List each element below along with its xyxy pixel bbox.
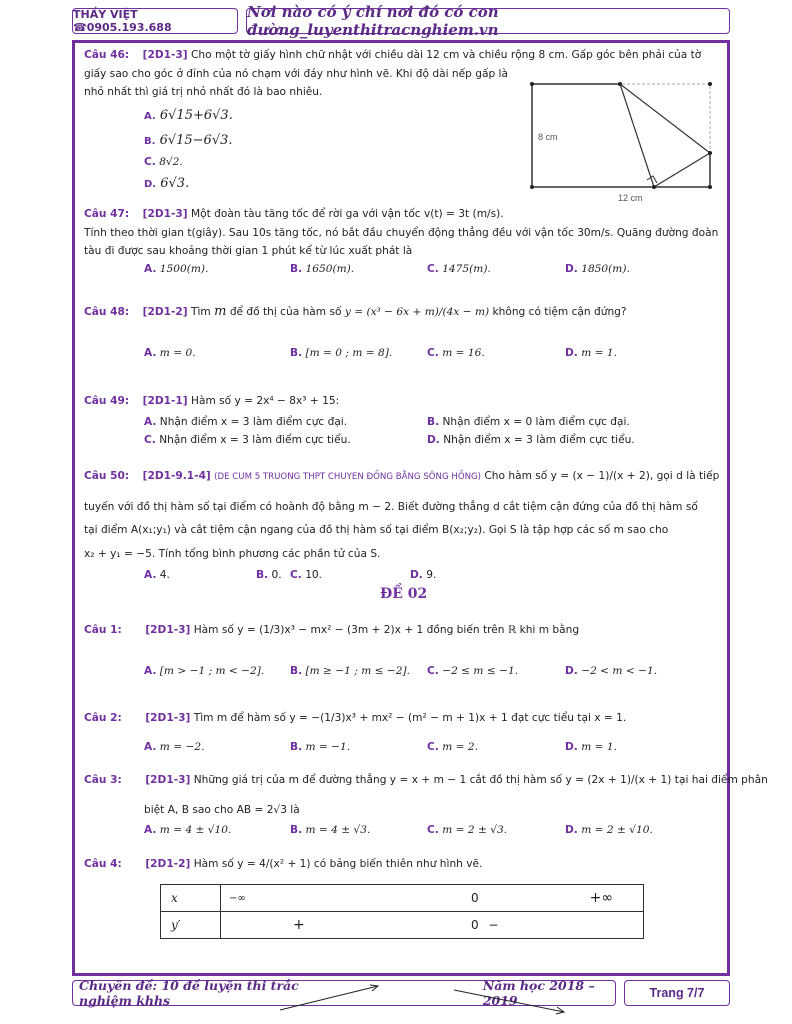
q2-option-c[interactable] [427,741,478,753]
option-text: Nhận điểm x = 3 làm điểm cực tiểu. [443,434,635,446]
q4-stem: Hàm số y = 4/(x² + 1) có bảng biến thiên như hình vẽ. [193,858,483,870]
q48-function: y = (x³ − 6x + m)/(4x − m) [344,306,490,318]
q3-text2: biệt A, B sao cho AB = 2√3 là [144,804,300,816]
option-letter: B. [290,263,303,275]
q3-option-d[interactable] [565,824,653,836]
q50-source: (DE CUM 5 TRUONG THPT CHUYEN ĐỒNG BẰNG SÔNG HỒNG) [214,472,482,482]
option-letter: C. [427,347,439,359]
table-cell: x [161,885,221,912]
q46-option-c[interactable] [144,156,183,168]
q48-tag: [2D1-2] [142,306,188,318]
option-text: 6√15−6√3. [159,133,233,148]
q46-text1: Cho một tờ giấy hình chữ nhật với chiều dài 12 cm và chiều rộng 8 cm. Gấp góc bên phải của tờ [191,49,702,61]
q50-text2: tuyến với đồ thị hàm số tại điểm có hoành độ bằng m − 2. Biết đường thẳng d cắt tiệm cận đứng của đồ thị hàm số [84,501,698,513]
q49-line1 [84,394,339,408]
q2-line1 [84,711,626,725]
option-letter: A. [144,741,157,753]
table-cell: y′ [161,912,221,939]
option-letter: B. [290,347,303,359]
folded-side-edge [654,153,710,187]
q46-label: Câu 46: [84,49,130,61]
footer-arrows [270,982,590,1016]
q47-tag: [2D1-3] [142,208,188,220]
option-letter: A. [144,665,157,677]
option-letter: D. [144,179,157,190]
q50-line1 [84,469,719,484]
option-letter: C. [427,824,439,836]
q50-label: Câu 50: [84,470,130,482]
q1-option-a[interactable] [144,665,264,677]
option-letter: C. [427,665,439,677]
option-letter: D. [565,741,578,753]
q3-tag: [2D1-3] [145,774,191,786]
option-text: m = 1. [581,347,617,359]
q46-line1 [84,48,701,62]
option-letter: A. [144,569,157,581]
option-text: Nhận điểm x = 0 làm điểm cực đại. [442,416,630,428]
q49-option-d[interactable] [427,434,635,446]
option-letter: D. [565,665,578,677]
q4-line1 [84,857,482,871]
option-letter: D. [410,569,423,581]
option-letter: B. [427,416,440,428]
q48-label: Câu 48: [84,306,130,318]
q49-tag: [2D1-1] [142,395,188,407]
option-text: 0. [271,569,282,581]
bottom-length-label: 12 cm [618,193,643,203]
q50-option-b[interactable] [256,569,282,581]
variation-table-row-x [161,885,644,912]
q48-text-mid: để đồ thị của hàm số [229,306,342,318]
q47-text2: Tính theo thời gian t(giây). Sau 10s tăng tốc, nó bắt đầu chuyển động thẳng đều với vận tốc 30m/s. Quãng đường đoàn [84,227,719,239]
option-text: [m > −1 ; m < −2]. [159,665,265,677]
table-cell: 0 [461,885,488,912]
q4-tag: [2D1-2] [145,858,191,870]
q1-option-d[interactable] [565,665,657,677]
q46-option-b[interactable] [144,133,233,148]
q3-text1: Những giá trị của m để đường thẳng y = x + m − 1 cắt đồ thị hàm số y = (2x + 1)/(x + 1) tại hai điểm phân [193,774,768,786]
q50-option-c[interactable] [290,569,322,581]
option-letter: D. [565,824,578,836]
option-text: m = −1. [305,741,351,753]
q47-option-c[interactable] [427,263,491,275]
q50-option-a[interactable] [144,569,170,581]
table-cell: − [488,912,643,939]
option-letter: A. [144,824,157,836]
option-text: m = 4 ± √3. [305,824,371,836]
q47-option-a[interactable] [144,263,208,275]
q50-tag: [2D1-9.1-4] [142,470,211,482]
footer-arrow-2 [454,990,564,1012]
q4-label: Câu 4: [84,858,122,870]
q1-line1 [84,623,579,637]
option-letter: A. [144,416,157,428]
folded-top-edge [620,84,654,187]
option-letter: C. [427,263,439,275]
q48-line1 [84,305,627,319]
option-letter: C. [144,434,156,446]
q2-option-a[interactable] [144,741,204,753]
q1-option-b[interactable] [290,665,410,677]
q2-label: Câu 2: [84,712,122,724]
option-letter: A. [144,263,157,275]
q50-text1: Cho hàm số y = (x − 1)/(x + 2), gọi d là tiếp [484,470,720,482]
q1-tag: [2D1-3] [145,624,191,636]
q46-text2: giấy sao cho góc ở đỉnh của nó chạm với đáy như hình vẽ. Khi độ dài nếp gấp là [84,68,508,80]
option-text: m = 0. [159,347,196,359]
option-text: 9. [426,569,437,581]
option-text: m = 2 ± √3. [442,824,508,836]
q3-option-a[interactable] [144,824,231,836]
q1-option-c[interactable] [427,665,518,677]
option-text: 10. [305,569,323,581]
header-slogan [246,3,730,39]
footer-page-number: Trang 7/7 [649,986,705,1000]
option-letter: B. [290,741,303,753]
table-cell: +∞ [488,885,643,912]
q50-text4: x₂ + y₁ = −5. Tính tổng bình phương các phần tử của S. [84,548,381,560]
option-text: m = 2. [442,741,478,753]
q46-option-d[interactable] [144,176,189,191]
q3-label: Câu 3: [84,774,122,786]
q48-text-post: không có tiệm cận đứng? [492,306,627,318]
header-left-text: THẦY VIỆT ☎0905.193.688 [73,8,172,34]
header-right-text: Nơi nào có ý chí nơi đó có con đường_luyenthitracnghiem.vn [247,3,499,39]
option-text: m = 4 ± √10. [159,824,232,836]
footer-year: Năm học 2018 – 2019 [482,978,595,1008]
q46-tag: [2D1-3] [142,49,188,61]
q49-option-c[interactable] [144,434,351,446]
side-length-label: 8 cm [538,132,558,142]
option-text: [m = 0 ; m = 8]. [305,347,393,359]
q50-option-d[interactable] [410,569,436,581]
q49-option-b[interactable] [427,416,630,428]
q47-text1: Một đoàn tàu tăng tốc để rời ga với vận tốc v(t) = 3t (m/s). [191,208,504,220]
option-text: m = −2. [159,741,205,753]
variation-table-row-y-prime [161,912,644,939]
variation-table [160,884,644,939]
option-text: 1650(m). [305,263,355,275]
option-text: −2 ≤ m ≤ −1. [442,665,519,677]
header-teacher-contact [72,8,238,34]
q2-option-b[interactable] [290,741,350,753]
option-letter: A. [144,347,157,359]
paper-outline [532,84,710,187]
option-text: m = 16. [442,347,485,359]
q2-option-d[interactable] [565,741,617,753]
option-letter: B. [256,569,269,581]
option-letter: B. [144,136,156,147]
q1-label: Câu 1: [84,624,122,636]
option-text: −2 < m < −1. [581,665,658,677]
q47-label: Câu 47: [84,208,130,220]
q48-option-c[interactable] [427,347,485,359]
q48-variable: m [214,304,227,319]
option-text: [m ≥ −1 ; m ≤ −2]. [305,665,410,677]
option-text: 4. [159,569,170,581]
q3-option-b[interactable] [290,824,370,836]
q50-text3: tại điểm A(x₁;y₁) và cắt tiệm cận ngang của đồ thị hàm số tại điểm B(x₂;y₂). Gọi S là tập hợp các số m sao cho [84,524,669,536]
option-text: Nhận điểm x = 3 làm điểm cực tiểu. [159,434,351,446]
option-text: 6√15+6√3. [159,108,233,123]
option-letter: D. [427,434,440,446]
q46-option-a[interactable] [144,108,233,123]
option-text: 6√3. [160,176,190,191]
q46-paper-fold-figure [520,74,720,206]
option-text: m = 1. [581,741,617,753]
section-title: ĐỀ 02 [380,586,428,602]
option-letter: C. [144,156,156,168]
option-letter: C. [427,741,439,753]
table-cell: 0 [461,912,488,939]
q46-text3: nhỏ nhất thì giá trị nhỏ nhất đó là bao nhiêu. [84,86,323,98]
option-text: 1850(m). [581,263,630,275]
q2-tag: [2D1-3] [145,712,191,724]
option-text: Nhận điểm x = 3 làm điểm cực đại. [159,416,348,428]
footer-arrow-1 [280,986,378,1010]
option-letter: D. [565,347,578,359]
option-text: 1475(m). [442,263,491,275]
option-letter: A. [144,111,156,122]
option-letter: B. [290,824,303,836]
footer-page-box [624,980,730,1006]
q1-stem: Hàm số y = (1/3)x³ − mx² − (3m + 2)x + 1 đồng biến trên ℝ khi m bằng [193,624,580,636]
q48-option-d[interactable] [565,347,617,359]
q47-line1 [84,207,504,221]
q48-option-a[interactable] [144,347,196,359]
option-text: 1500(m). [159,263,209,275]
q49-stem: Hàm số y = 2x⁴ − 8x³ + 15: [191,395,340,407]
q49-label: Câu 49: [84,395,130,407]
option-text: m = 2 ± √10. [581,824,653,836]
option-letter: D. [565,263,578,275]
q3-option-c[interactable] [427,824,507,836]
q47-text3: tàu đi được sau khoảng thời gian 1 phút kể từ lúc xuất phát là [84,245,413,257]
q48-text-pre: Tìm [191,306,211,318]
table-cell: + [221,912,462,939]
q2-stem: Tìm m để hàm số y = −(1/3)x³ + mx² − (m² − m + 1)x + 1 đạt cực tiểu tại x = 1. [193,712,627,724]
option-text: 8√2. [159,156,183,168]
q49-option-a[interactable] [144,416,347,428]
footer-title: Chuyên đề: 10 đề luyện thi trắc nghiệm khhs [79,978,299,1008]
table-cell: −∞ [221,885,462,912]
q47-option-b[interactable] [290,263,354,275]
q47-option-d[interactable] [565,263,630,275]
option-letter: C. [290,569,302,581]
option-letter: B. [290,665,303,677]
q3-line1 [84,773,768,787]
q48-option-b[interactable] [290,347,392,359]
fold-crease [620,84,710,153]
